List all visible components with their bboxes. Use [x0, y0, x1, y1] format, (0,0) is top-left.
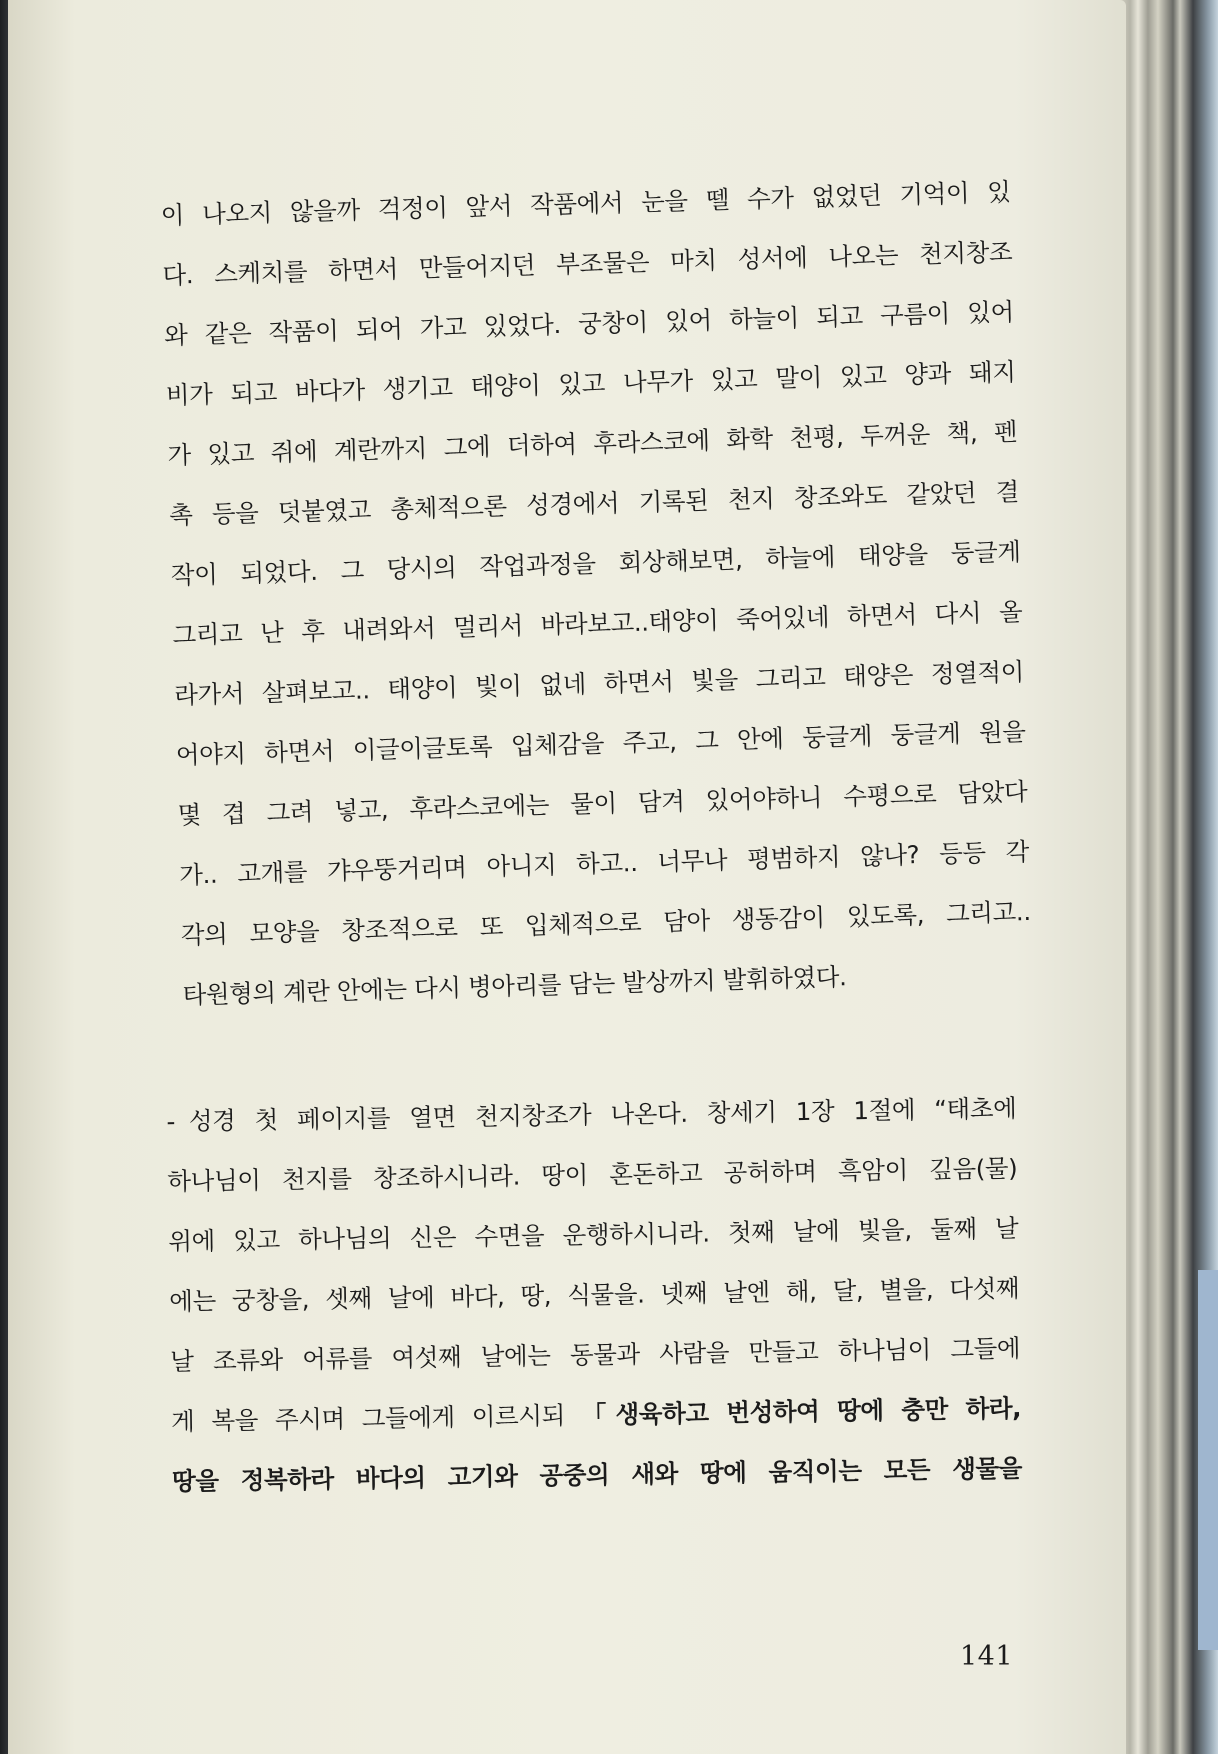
text-line: 다. 스케치를 하면서 만들어지던 부조물은 마치 성서에 나오는 천지창조: [162, 237, 1013, 290]
text-line: 와 같은 작품이 되어 가고 있었다. 궁창이 있어 하늘이 되고 구름이 있어: [163, 297, 1015, 350]
text-line: 비가 되고 바다가 생기고 태양이 있고 나무가 있고 말이 있고 양과 돼지: [165, 357, 1016, 410]
text-line: 몇 겹 그려 넣고, 후라스코에는 물이 담겨 있어야하니 수평으로 담았다: [177, 777, 1028, 830]
text-line: 에는 궁창을, 셋째 날에 바다, 땅, 식물을. 넷째 날엔 해, 달, 별을, 다섯째: [169, 1273, 1020, 1316]
paragraph-1: [160, 162, 1033, 1025]
text-line-content: 성경 첫 페이지를 열면 천지창조가 나온다. 창세기 1장 1절에 “태초에: [188, 1093, 1017, 1136]
text-line: 날 조류와 어류를 여섯째 날에는 동물과 사람을 만들고 하나님이 그들에: [170, 1333, 1021, 1376]
list-dash: -: [166, 1106, 176, 1136]
text-line: 하나님이 천지를 창조하시니라. 땅이 혼돈하고 공허하며 흑암이 깊음(물): [167, 1153, 1018, 1196]
text-line: 가.. 고개를 갸우뚱거리며 아니지 하고.. 너무나 평범하지 않나? 등등 각: [178, 837, 1030, 890]
paragraph-2: [166, 1079, 1022, 1512]
quote-bold: 「생육하고 번성하여 땅에 충만 하라,: [581, 1393, 1022, 1430]
quote-bold-line: 땅을 정복하라 바다의 고기와 공중의 새와 땅에 움직이는 모든 생물을: [171, 1453, 1023, 1496]
text-line: 타원형의 계란 안에는 다시 병아리를 담는 발상까지 발휘하였다.: [182, 962, 847, 1010]
text-line: 각의 모양을 창조적으로 또 입체적으로 담아 생동감이 있도록, 그리고..: [180, 896, 1032, 950]
text-line: 이 나오지 않을까 걱정이 앞서 작품에서 눈을 뗄 수가 없었던 기억이 있: [160, 177, 1011, 230]
book-page: [8, 0, 1126, 1754]
page-number: 141: [960, 1641, 1014, 1672]
text-line: 가 있고 쥐에 계란까지 그에 더하여 후라스코에 화학 천평, 두꺼운 책, 펜: [167, 417, 1018, 470]
text-line: 라가서 살펴보고.. 태양이 빛이 없네 하면서 빛을 그리고 태양은 정열적이: [173, 657, 1025, 710]
text-line: 위에 있고 하나님의 신은 수면을 운행하시니라. 첫째 날에 빛을, 둘째 날: [168, 1213, 1019, 1256]
page-edge-tab: [1198, 1270, 1218, 1650]
text-line: 그리고 난 후 내려와서 멀리서 바라보고..태양이 죽어있네 하면서 다시 올: [172, 597, 1023, 650]
text-line-normal: 게 복을 주시며 그들에게 이르시되: [170, 1400, 583, 1436]
text-line: 촉 등을 덧붙였고 총체적으론 성경에서 기록된 천지 창조와도 같았던 결: [168, 477, 1020, 530]
text-line: 어야지 하면서 이글이글토록 입체감을 주고, 그 안에 둥글게 둥글게 원을: [175, 717, 1026, 770]
text-line: 작이 되었다. 그 당시의 작업과정을 회상해보면, 하늘에 태양을 둥글게: [170, 537, 1021, 590]
